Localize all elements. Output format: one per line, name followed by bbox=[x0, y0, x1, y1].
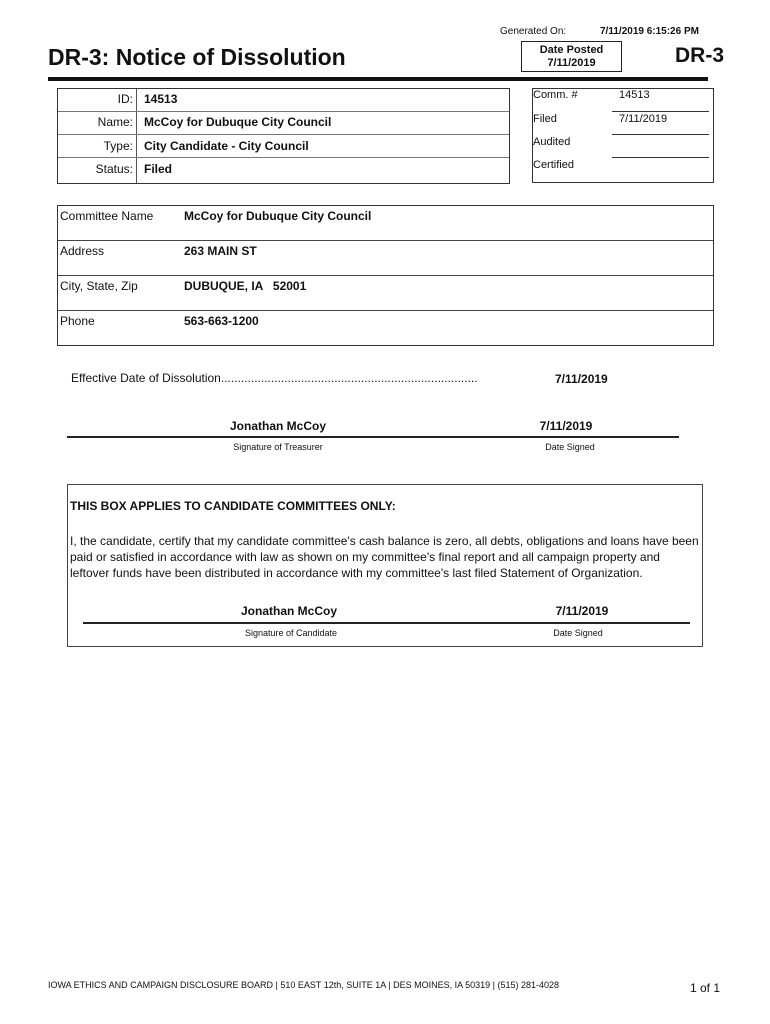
status-value: Filed bbox=[144, 162, 173, 176]
id-value: 14513 bbox=[144, 92, 178, 106]
treasurer-date-caption: Date Signed bbox=[545, 442, 595, 452]
audited-line bbox=[612, 157, 709, 158]
comm-number-line bbox=[612, 111, 709, 112]
address-label: Address bbox=[60, 244, 105, 258]
filed-label: Filed bbox=[533, 113, 557, 125]
header-rule bbox=[48, 77, 708, 81]
city-state-zip-label: City, State, Zip bbox=[60, 279, 138, 293]
name-value: McCoy for Dubuque City Council bbox=[144, 115, 332, 129]
candidate-signature-line bbox=[83, 622, 690, 624]
generated-on-value: 7/11/2019 6:15:26 PM bbox=[600, 26, 699, 37]
address-value: 263 MAIN ST bbox=[184, 244, 257, 258]
filed-line bbox=[612, 134, 709, 135]
treasurer-signature-line bbox=[67, 436, 679, 438]
type-value: City Candidate - City Council bbox=[144, 139, 309, 153]
generated-on-label: Generated On: bbox=[500, 26, 567, 37]
candidate-box-heading: THIS BOX APPLIES TO CANDIDATE COMMITTEES ONLY: bbox=[70, 499, 396, 513]
table-row-divider bbox=[58, 310, 713, 311]
candidate-signature-caption: Signature of Candidate bbox=[244, 628, 338, 638]
treasurer-name: Jonathan McCoy bbox=[229, 419, 326, 433]
table-row-divider bbox=[58, 240, 713, 241]
date-posted-label: Date Posted bbox=[539, 44, 604, 56]
committee-name-value: McCoy for Dubuque City Council bbox=[184, 209, 372, 223]
phone-label: Phone bbox=[60, 314, 95, 328]
date-posted-value: 7/11/2019 bbox=[547, 57, 596, 69]
certified-label: Certified bbox=[533, 159, 574, 171]
id-label: ID: bbox=[117, 92, 133, 106]
filed-value: 7/11/2019 bbox=[619, 113, 668, 125]
effective-date-value: 7/11/2019 bbox=[555, 372, 608, 386]
candidate-name: Jonathan McCoy bbox=[240, 604, 337, 618]
info-row-divider bbox=[58, 134, 509, 135]
candidate-date: 7/11/2019 bbox=[555, 604, 609, 618]
info-divider bbox=[136, 89, 137, 183]
date-posted-box bbox=[521, 41, 622, 72]
name-label: Name: bbox=[97, 115, 133, 129]
treasurer-signature-caption: Signature of Treasurer bbox=[233, 442, 323, 452]
page-number: 1 of 1 bbox=[690, 981, 721, 995]
comm-number-value: 14513 bbox=[619, 89, 650, 101]
candidate-certification-text: I, the candidate, certify that my candidate committee's cash balance is zero, all debts, obligations and loans have been paid or satisfied in accordance with law as shown on my committee's final report and all campaign property and leftover funds have been distributed in accordance with my committee's last filed Statement of Organization. bbox=[70, 534, 699, 580]
committee-name-label: Committee Name bbox=[60, 209, 154, 223]
treasurer-date: 7/11/2019 bbox=[539, 419, 593, 433]
effective-date-label: Effective Date of Dissolution............................................................................. bbox=[71, 371, 478, 385]
candidate-date-caption: Date Signed bbox=[553, 628, 603, 638]
comm-number-label: Comm. # bbox=[533, 89, 578, 101]
status-label: Status: bbox=[95, 162, 133, 176]
phone-value: 563-663-1200 bbox=[184, 314, 259, 328]
form-code: DR-3 bbox=[675, 44, 725, 67]
info-row-divider bbox=[58, 157, 509, 158]
type-label: Type: bbox=[103, 139, 133, 153]
audited-label: Audited bbox=[533, 136, 571, 148]
city-state-zip-value: DUBUQUE, IA 52001 bbox=[184, 279, 307, 293]
info-row-divider bbox=[58, 111, 509, 112]
page-title: DR-3: Notice of Dissolution bbox=[48, 44, 346, 70]
footer-address: IOWA ETHICS AND CAMPAIGN DISCLOSURE BOARD | 510 EAST 12th, SUITE 1A | DES MOINES, IA 50319 | (515) 281-4028 bbox=[48, 980, 560, 990]
table-row-divider bbox=[58, 275, 713, 276]
